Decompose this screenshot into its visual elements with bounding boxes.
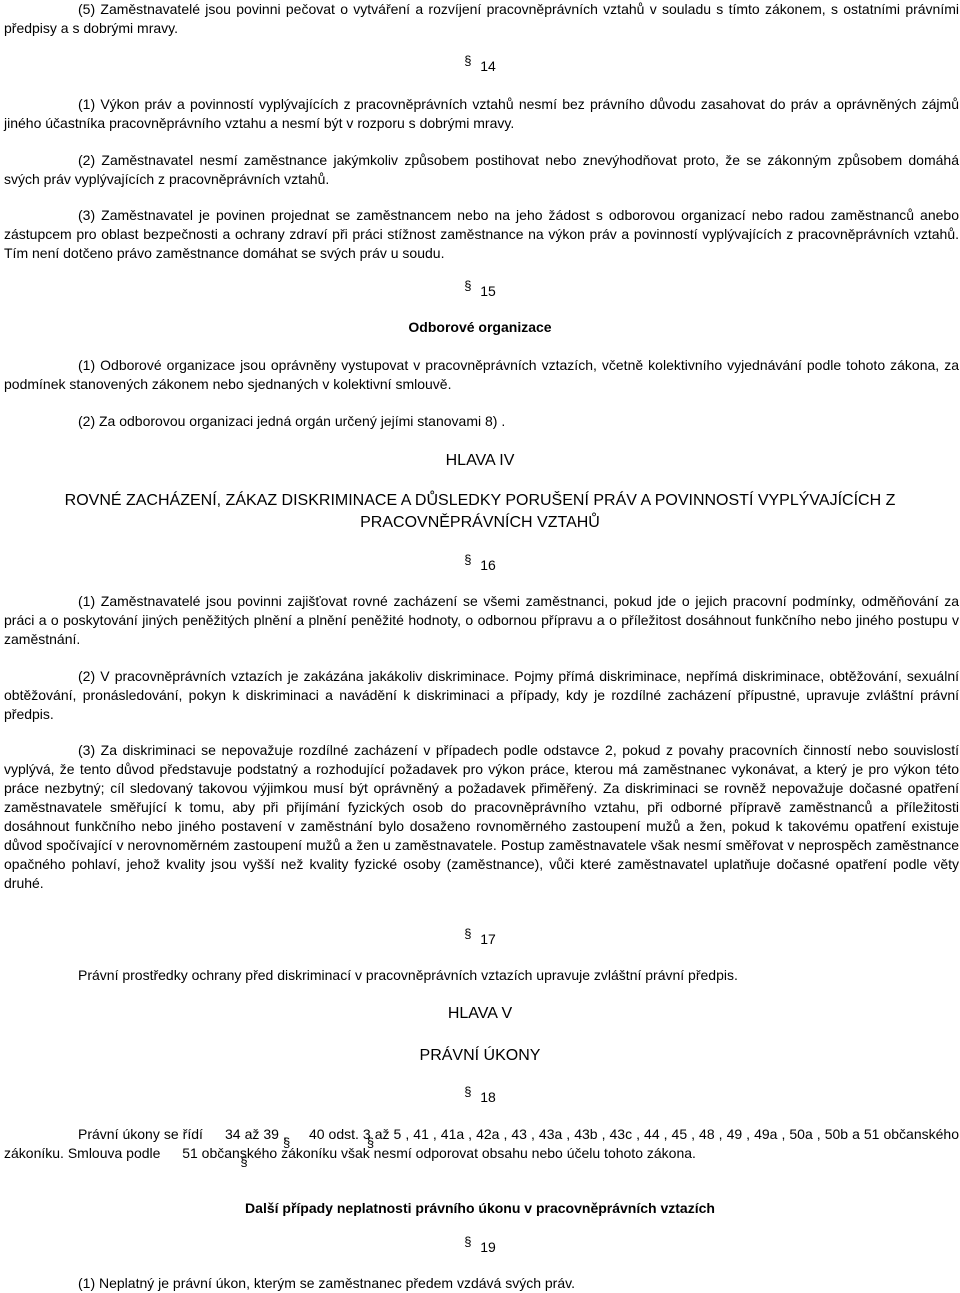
section-16-paragraph-1: (1) Zaměstnavatelé jsou povinni zajišťovat rovné zacházení se všemi zaměstnanci, pokud jde o jejich pracovní podmínky, odměňování za práci a o poskytování jiných peněžitých plnění a plnění peněžité hodnoty, o odbornou přípravu a o příležitost dosáhnout funkčního nebo jiného postupu v zaměstnání. [4,593,959,647]
section-heading-19: § 19 [0,1238,960,1257]
section-17-paragraph: Právní prostředky ochrany před diskriminací v pracovněprávních vztazích upravuje zvláštní právní předpis. [78,967,738,983]
chapter-5-title: PRÁVNÍ ÚKONY [419,1047,541,1064]
section-heading-18: § 18 [0,1088,960,1107]
section-15-paragraph-2: (2) Za odborovou organizaci jedná orgán určený jejími stanovami 8) . [78,413,506,429]
chapter-heading-4: HLAVA IV [445,452,515,469]
section-heading-15: § 15 [0,282,960,301]
section-18-subheading: Další případy neplatnosti právního úkonu v pracovněprávních vztazích [245,1200,715,1216]
section-heading-17: § 17 [0,930,960,949]
chapter-4-title: ROVNÉ ZACHÁZENÍ, ZÁKAZ DISKRIMINACE A DŮSLEDKY PORUŠENÍ PRÁV A POVINNOSTÍ VYPLÝVAJÍCÍCH Z PRACOVNĚPRÁVNÍCH VZTAHŮ [64,492,896,531]
paragraph-5-continued: (5) Zaměstnavatelé jsou povinni pečovat o vytváření a rozvíjení pracovněprávních vztahů v souladu s tímto zákonem, s ostatními právními předpisy a s dobrými mravy. [4,1,959,36]
section-heading-16: § 16 [0,556,960,575]
section-heading-14: § 14 [0,57,960,76]
section-16-paragraph-2: (2) V pracovněprávních vztazích je zakázána jakákoliv diskriminace. Pojmy přímá diskriminace, nepřímá diskriminace, obtěžování, sexuální obtěžování, pronásledování, pokyn k diskriminaci a navádění k diskriminaci a případy, kdy je rozdílné zacházení přípustné, upravuje zvláštní právní předpis. [4,668,959,722]
section-15-title: Odborové organizace [408,319,552,335]
section-14-paragraph-2: (2) Zaměstnavatel nesmí zaměstnance jakýmkoliv způsobem postihovat nebo znevýhodňovat proto, že se zákonným způsobem domáhá svých práv vyplývajících z pracovněprávních vztahů. [4,152,959,187]
section-19-paragraph-1: (1) Neplatný je právní úkon, kterým se zaměstnanec předem vzdává svých práv. [78,1275,575,1291]
section-16-paragraph-3: (3) Za diskriminaci se nepovažuje rozdílné zacházení v případech podle odstavce 2, pokud z povahy pracovních činností nebo souvislostí vyplývá, že tento důvod představuje podstatný a rozhodující požadavek pro výkon práce, kterou má zaměstnanec vykonávat, a který je pro výkon této práce nezbytný; cíl sledovaný takovou výjimkou musí být oprávněný a požadavek přiměřený. Za diskriminaci se rovněž nepovažuje dočasné opatření zaměstnavatele směřující k tomu, aby při přijímání fyzických osob do pracovněprávního vztahu, při odborné přípravě zaměstnanců a příležitosti dosáhnout funkčního nebo jiného postavení v zaměstnání bylo dosaženo rovnoměrného zastoupení mužů a žen, pokud k takovému opatření existuje důvod spočívající v nerovnoměrném zastoupení mužů a žen u zaměstnavatele. Postup zaměstnavatele však nesmí směřovat v neprospěch zaměstnance opačného pohlaví, jehož kvality jsou vyšší než kvality fyzické osoby (zaměstnance), vůči které zaměstnavatel uplatňuje dočasné opatření podle věty druhé. [4,742,959,891]
section-18-paragraph: Právní úkony se řídí 34 až 39 , 40 odst. 3 až 5 , 41 , 41a , 42a , 43 , 43a , 43b , 43c , 44 , 45 , 48 , 49 , 49a , 50a , 50b a 51 občanského zákoníku. Smlouva podle 51 občanského zákoníku však nesmí odporovat obsahu nebo účelu tohoto zákona. [4,1126,959,1161]
chapter-heading-5: HLAVA V [447,1005,513,1022]
section-14-paragraph-3: (3) Zaměstnavatel je povinen projednat se zaměstnancem nebo na jeho žádost s odborovou organizací nebo radou zaměstnanců anebo zástupcem pro oblast bezpečnosti a ochrany zdraví při práci stížnost zaměstnance na výkon práv a povinností vyplývajících z pracovněprávních vztahů. Tím není dotčeno právo zaměstnance domáhat se svých práv u soudu. [4,207,959,261]
section-14-paragraph-1: (1) Výkon práv a povinností vyplývajících z pracovněprávních vztahů nesmí bez právního důvodu zasahovat do práv a oprávněných zájmů jiného účastníka pracovněprávního vztahu a nesmí být v rozporu s dobrými mravy. [4,96,959,131]
section-15-paragraph-1: (1) Odborové organizace jsou oprávněny vystupovat v pracovněprávních vztazích, včetně kolektivního vyjednávání podle tohoto zákona, za podmínek stanovených zákonem nebo sjednaných v kolektivní smlouvě. [4,357,959,392]
